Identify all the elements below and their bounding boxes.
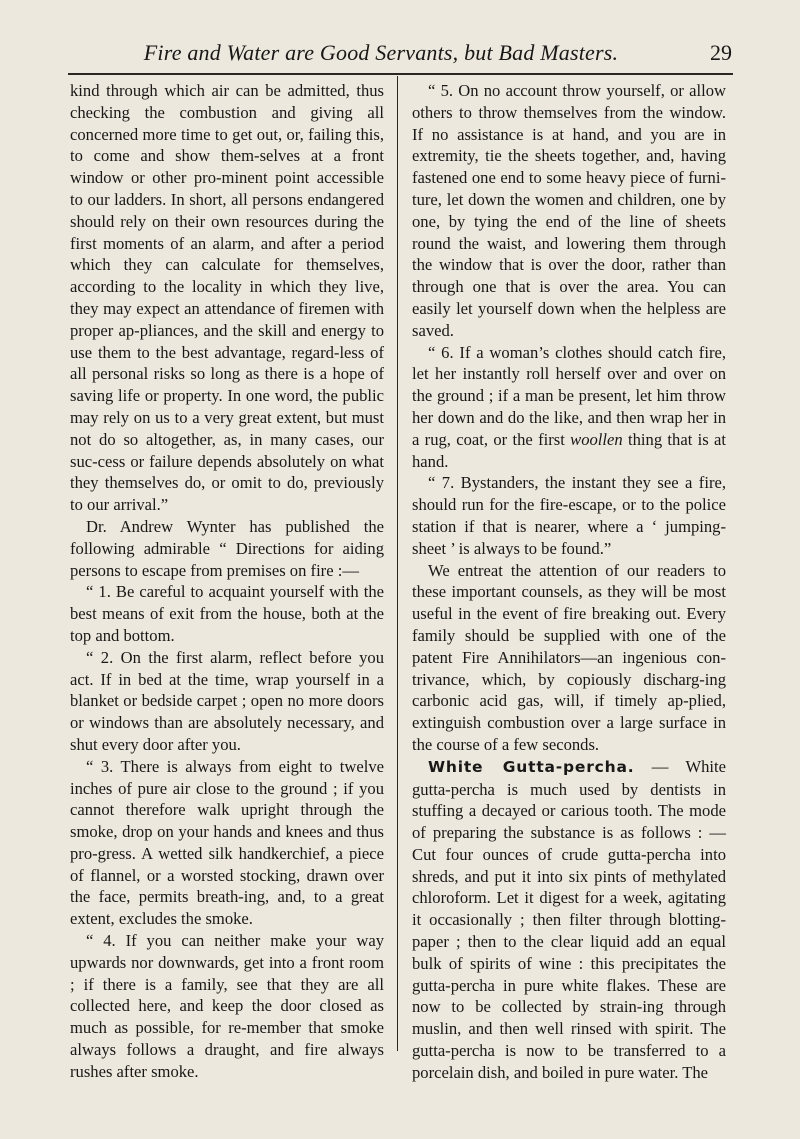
paragraph-gutta-percha <box>412 756 726 1084</box>
left-column <box>70 80 384 1083</box>
direction-4: “ 4. If you can neither make your way upwards nor downwards, get into a front room ; if there is a family, see that they are all collected here, and keep the door closed as much as possible, for re-member that smoke always follows a draught, and fire always rushes after smoke. <box>70 931 384 1081</box>
direction-6-text-a: “ 6. If a woman’s clothes should catch fire, let her instantly roll herself over and over on the ground ; if a man be present, let him throw her down and do the like, and then wrap her in a rug, coat, or the first <box>412 342 726 449</box>
direction-6-text-b: thing that is at hand. <box>412 429 726 471</box>
column-divider <box>397 76 398 1051</box>
direction-5: “ 5. On no account throw yourself, or allow others to throw themselves from the window. If no assistance is at hand, and you are in extremity, tie the sheets together, and, having fastened one end to some heavy piece of furni-ture, let down the women and children, one by one, by tying the end of the line of sheets round the waist, and lowering them through the window that is over the door, rather than through one that is over the area. You can easily let yourself down when the helpless are saved. <box>412 81 726 340</box>
direction-7: “ 7. Bystanders, the instant they see a fire, should run for the fire-escape, or to the police station if that is nearer, where a ‘ jumping-sheet ’ is always to be found.” <box>412 473 726 558</box>
paragraph-intro: Dr. Andrew Wynter has published the following admirable “ Directions for aiding persons to escape from premises on fire :— <box>70 516 384 580</box>
direction-6-italic: woollen <box>570 429 623 449</box>
direction-3: “ 3. There is always from eight to twelve inches of pure air close to the ground ; if you cannot therefore walk upright through the smoke, drop on your hands and knees and thus pro-gress. A wetted silk handkerchief, a piece of flannel, or a worsted stocking, drawn over the face, permits breath-ing, and, to a great extent, excludes the smoke. <box>70 756 384 929</box>
section-heading: White Gutta-percha. <box>428 757 635 776</box>
paragraph-continued: kind through which air can be admitted, thus checking the combustion and giving all concerned more time to get out, or, failing this, to come and show them-selves at a front window or other pro-minent point accessible to our ladders. In short, all persons endangered should rely on their own resources during the first moments of an alarm, and after a period which they can calculate for themselves, according to the locality in which they live, they may expect an attendance of firemen with proper ap-pliances, and the skill and energy to use them to the best advantage, regard-less of all personal risks so long as there is a hope of saving life or property. In one word, the public may rely on us to a very great extent, but must not do so altogether, as, in many cases, our suc-cess or failure depends absolutely on what they themselves do, or omit to do, previously to our arrival.” <box>70 81 384 515</box>
paragraph-entreat: We entreat the attention of our readers to these important counsels, as they will be most useful in the event of fire breaking out. Every family should be supplied with one of the patent Fire Annihilators—an ingenious con-trivance, which, by copiously discharg-ing carbonic acid gas, will, if timely ap-plied, extinguish combustion over a large surface in the course of a few seconds. <box>412 560 726 754</box>
page-number: 29 <box>710 40 732 65</box>
direction-6 <box>412 342 726 473</box>
gutta-percha-text: — White gutta-percha is much used by dentists in stuffing a decayed or carious tooth. The mode of preparing the substance is as follows : — Cut four ounces of crude gutta-percha into shreds, and put it into six pints of methylated chloroform. Let it digest for a week, agitating it occasionally ; then filter through blotting-paper ; then to the clear liquid add an equal bulk of spirits of wine : this precipitates the gutta-percha in pure white flakes. These are now to be collected by strain-ing through muslin, and then well rinsed with spirit. The gutta-percha is now to be transferred to a porcelain dish, and boiled in pure water. The <box>412 756 726 1082</box>
page-header <box>70 40 732 72</box>
direction-1: “ 1. Be careful to acquaint yourself with the best means of exit from the house, both at the top and bottom. <box>70 582 384 645</box>
direction-2: “ 2. On the first alarm, reflect before you act. If in bed at the time, wrap yourself in a blanket or bedside carpet ; open no more doors or windows than are absolutely necessary, and shut every door after you. <box>70 647 384 754</box>
right-column <box>412 80 726 1084</box>
header-rule <box>68 73 733 75</box>
running-title: Fire and Water are Good Servants, but Bad Masters. <box>143 40 619 65</box>
